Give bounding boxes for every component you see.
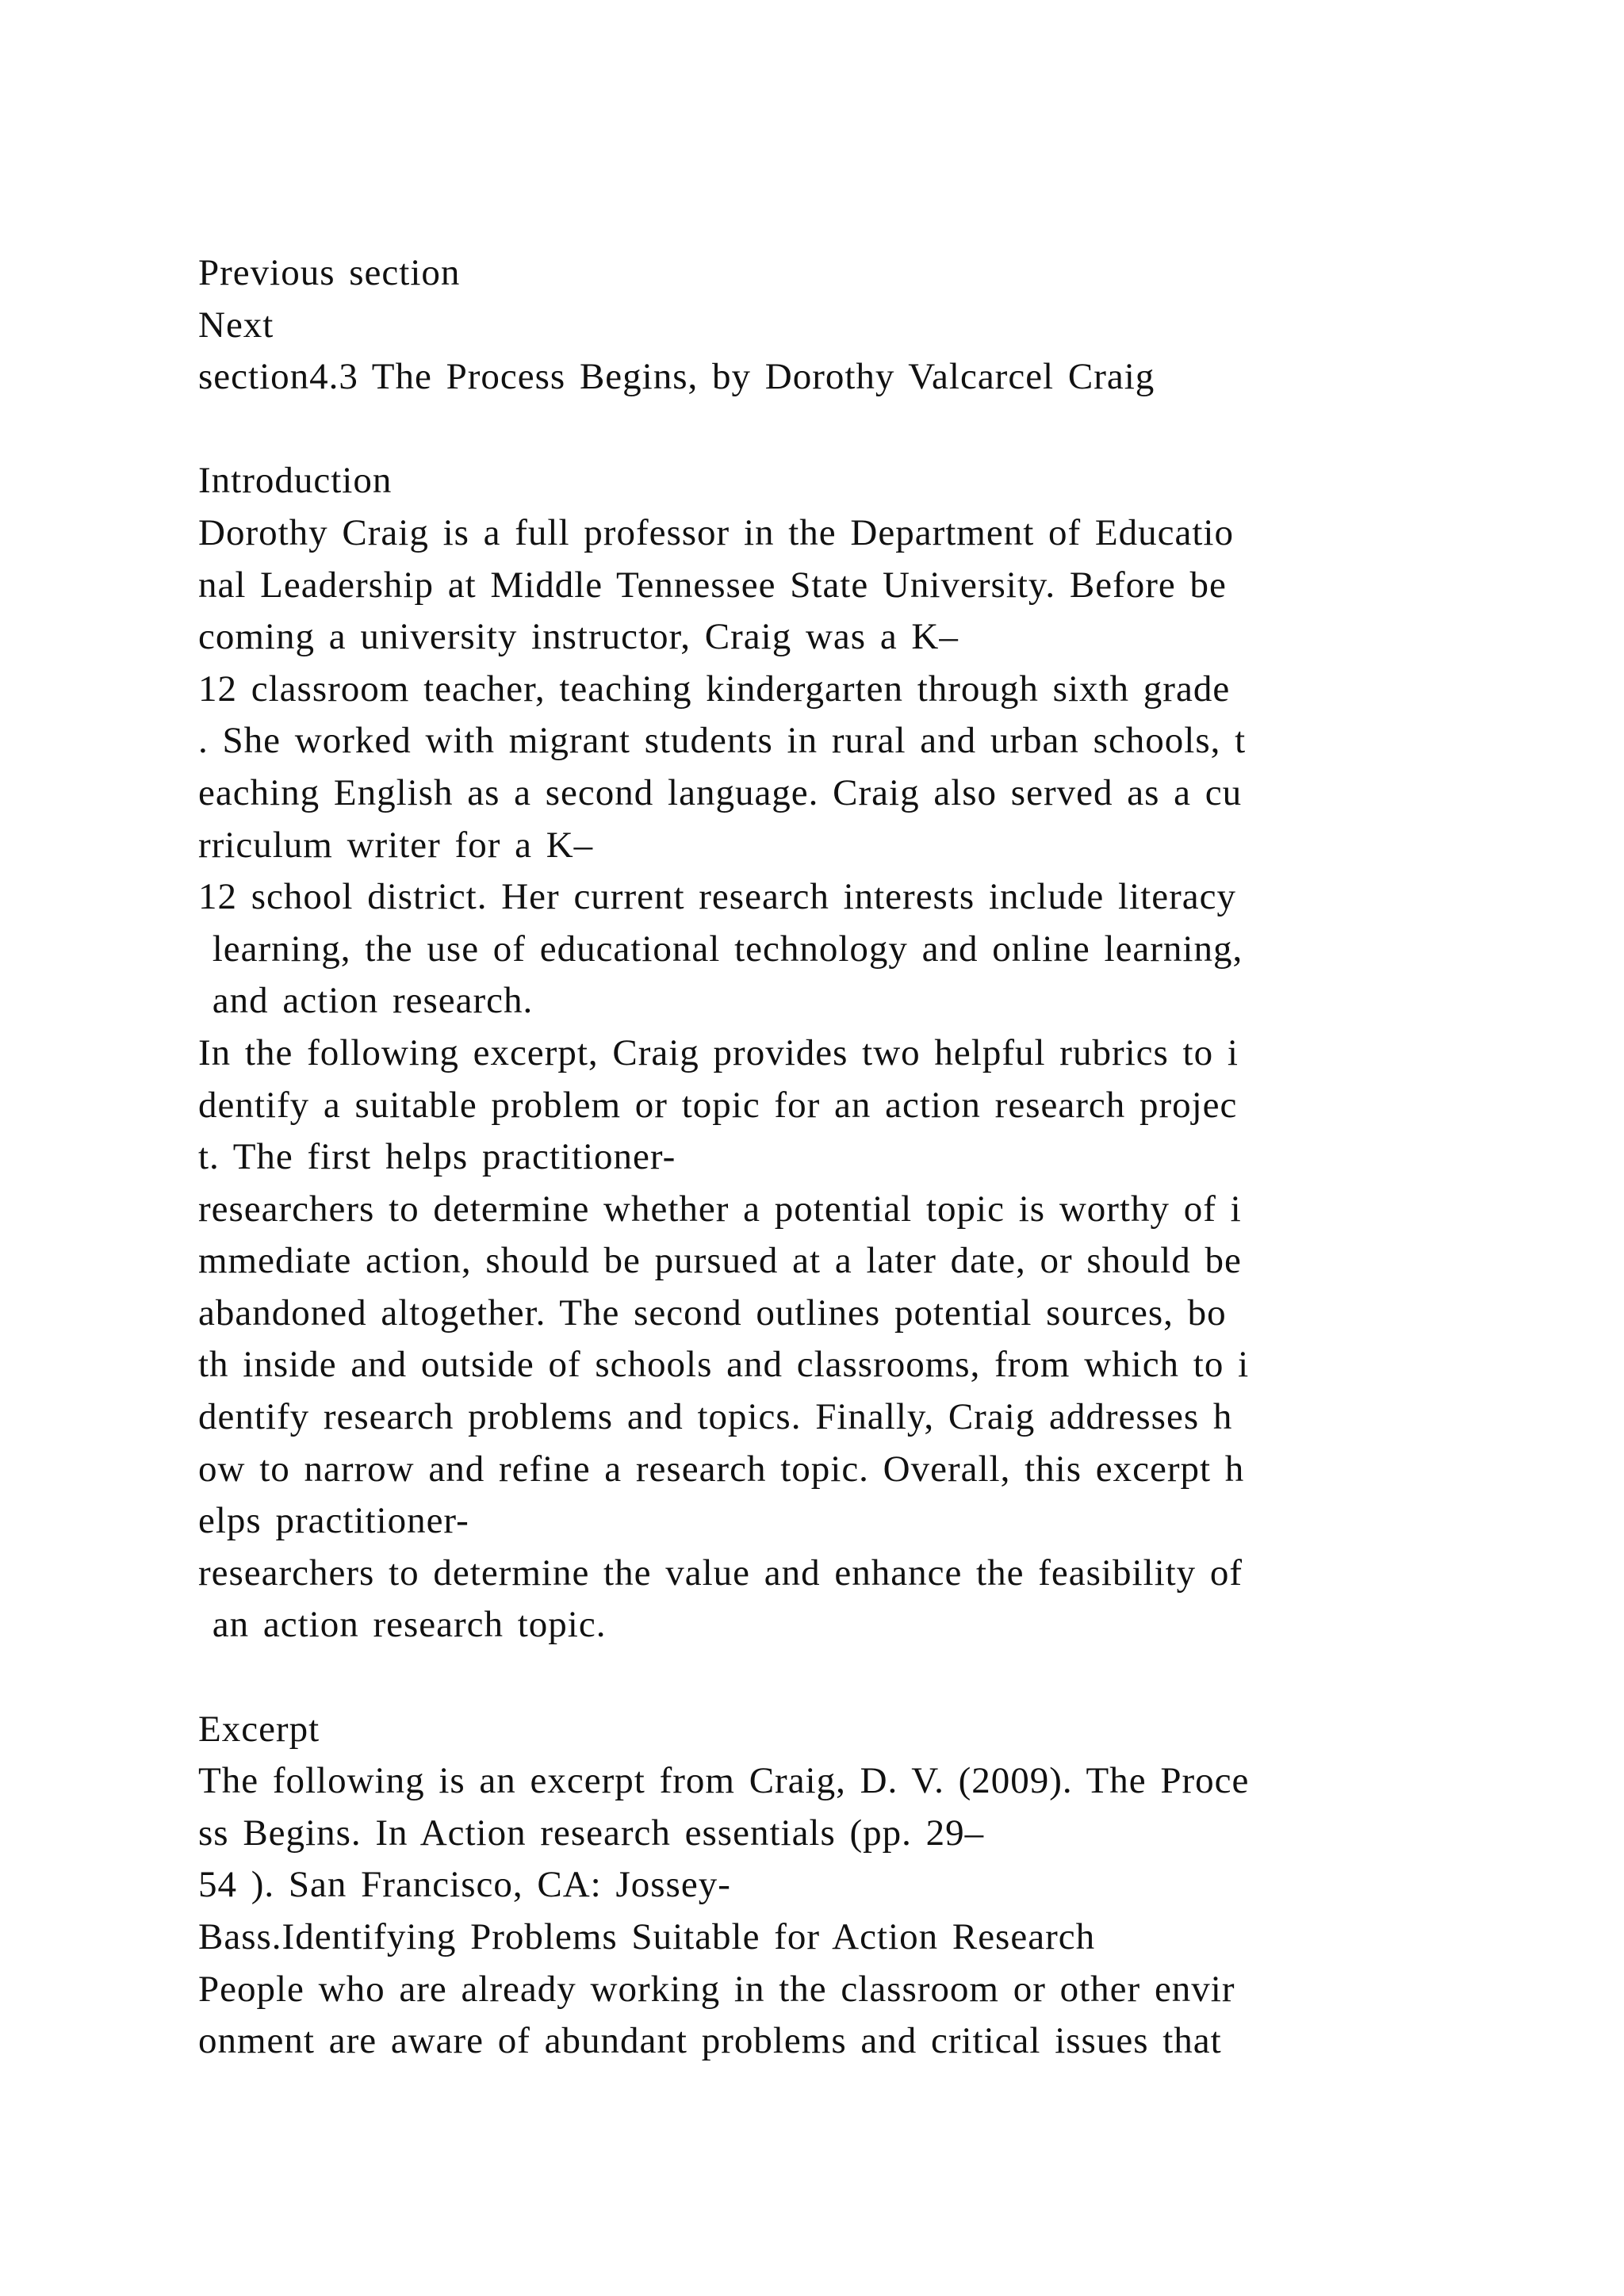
body-line: mmediate action, should be pursued at a later date, or should be [198,1240,1242,1282]
body-line: dentify a suitable problem or topic for an action research projec [198,1084,1238,1126]
body-line: 12 school district. Her current research interests include literacy [198,876,1236,918]
body-line: 12 classroom teacher, teaching kindergarten through sixth grade [198,668,1231,710]
body-line: learning, the use of educational technology and online learning, [198,928,1243,970]
body-line: . She worked with migrant students in rural and urban schools, t [198,720,1247,762]
heading-excerpt: Excerpt [198,1708,320,1750]
body-line: In the following excerpt, Craig provides two helpful rubrics to i [198,1031,1239,1073]
body-line: t. The first helps practitioner- [198,1136,676,1178]
blank-line [198,404,1515,456]
nav-previous-section[interactable]: Previous section [198,252,461,293]
body-line: eaching English as a second language. Craig also served as a cu [198,771,1243,813]
body-line: abandoned altogether. The second outlines potential sources, bo [198,1292,1227,1334]
body-line: rriculum writer for a K– [198,824,594,866]
document-body [198,247,1515,2068]
body-line: coming a university instructor, Craig was a K– [198,616,959,658]
body-line: 54 ). San Francisco, CA: Jossey- [198,1864,731,1906]
body-line: Dorothy Craig is a full professor in the Department of Educatio [198,511,1234,553]
body-line: researchers to determine the value and enhance the feasibility of [198,1552,1243,1594]
body-line: and action research. [198,980,534,1022]
body-line: People who are already working in the classroom or other envir [198,1968,1235,2010]
section-title: section4.3 The Process Begins, by Dorothy Valcarcel Craig [198,356,1155,398]
body-line: The following is an excerpt from Craig, D. V. (2009). The Proce [198,1760,1250,1802]
body-line: dentify research problems and topics. Finally, Craig addresses h [198,1396,1233,1438]
body-line: Bass.Identifying Problems Suitable for Action Research [198,1916,1096,1957]
body-line: ss Begins. In Action research essentials (pp. 29– [198,1812,985,1854]
body-line: ow to narrow and refine a research topic. Overall, this excerpt h [198,1448,1245,1490]
nav-next[interactable]: Next [198,304,274,346]
body-line: nal Leadership at Middle Tennessee State University. Before be [198,564,1227,606]
body-line: onment are aware of abundant problems and critical issues that [198,2020,1222,2062]
body-line: th inside and outside of schools and classrooms, from which to i [198,1344,1250,1386]
blank-line [198,1651,1515,1704]
body-line: elps practitioner- [198,1500,469,1542]
body-line: researchers to determine whether a potential topic is worthy of i [198,1188,1242,1230]
heading-introduction: Introduction [198,460,393,502]
body-line: an action research topic. [198,1604,607,1646]
